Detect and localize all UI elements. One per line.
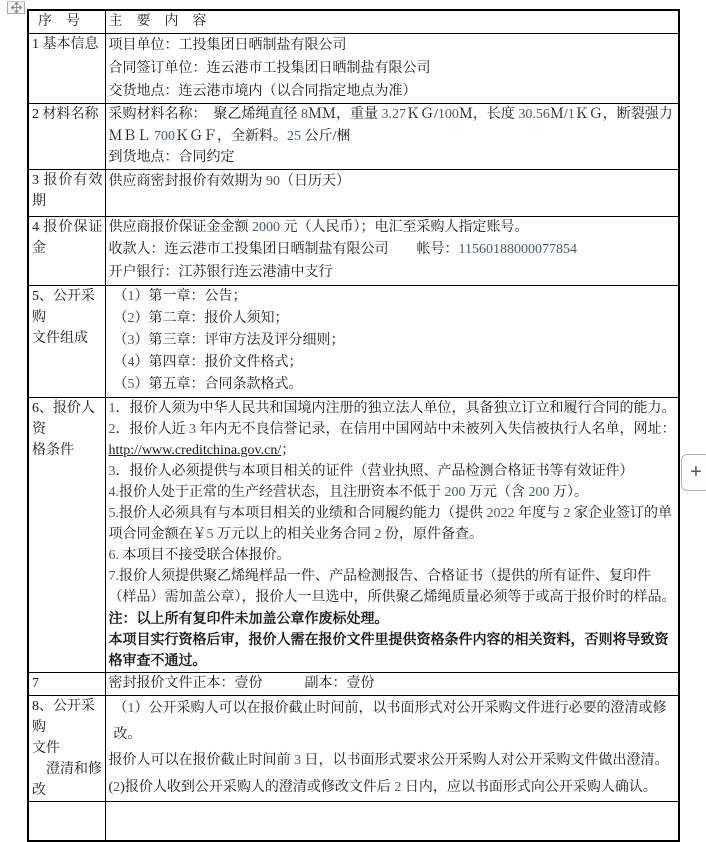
paragraph: （1）公开采购人可以在报价截止时间前，以书面形式对公开采购文件进行必要的澄清或修改。 — [113, 700, 667, 743]
paragraph: （5）第五章：合同条款格式。 — [113, 377, 303, 393]
numeric-value: 2 — [394, 779, 402, 795]
numeric-value: 2022 — [486, 506, 515, 522]
numeric-value: 100 — [437, 107, 459, 122]
row-content-cell — [105, 169, 679, 216]
paragraph: 注：以上所有复印件未加盖公章作废标处理。 — [108, 611, 389, 627]
numeric-value: 1 — [108, 400, 116, 416]
paragraph: 开户银行：江苏银行连云港浦中支行 — [108, 264, 333, 280]
row-label: 澄清和修 — [32, 761, 102, 777]
numeric-value: 200 — [444, 484, 466, 500]
numeric-value: 5 — [127, 377, 135, 393]
creditchina-link[interactable]: http://www.creditchina.gov.cn/ — [108, 442, 282, 458]
numeric-value: 11560188000077854 — [458, 242, 577, 258]
row-label: 5、公开采购 — [32, 288, 95, 325]
numeric-value: 3.27 — [381, 107, 406, 122]
row-label: 文件组成 — [32, 330, 88, 346]
four-direction-arrow-icon — [11, 2, 22, 13]
row-cell — [28, 801, 105, 841]
paragraph-with-link: 2．报价人近 3 年内无不良信誉记录，在信用中国网站中未被列入失信被执行人名单，网址：http://www.creditchina.gov.cn/； — [108, 421, 676, 458]
table-row — [28, 285, 679, 397]
numeric-value: 5. — [108, 506, 119, 522]
paragraph: 本项目实行资格后审，报价人需在报价文件里提供资格条件内容的相关资料，否则将导致资格审查不通过。 — [108, 632, 669, 669]
paragraph: 供应商报价保证金金额 2000 元（人民币）；电汇至采购人指定账号。 — [108, 219, 529, 235]
row-label-cell — [28, 34, 105, 104]
paragraph: 7.报价人须提供聚乙烯绳样品一件、产品检测报告、合格证书（提供的所有证件、复印件（样品）需加盖公章），报价人一旦选中，所供聚乙烯绳质量必须等于或高于报价时的样品。 — [108, 569, 676, 606]
row-label: 6、报价人资 — [32, 400, 95, 437]
numeric-value: 30.56 — [518, 107, 550, 122]
paragraph: 4.报价人处于正常的生产经营状态，且注册资本不低于 200 万元（含 200 万）。 — [108, 484, 588, 500]
row-cell — [105, 801, 679, 841]
numeric-value: 3 — [108, 463, 116, 479]
table-row — [28, 34, 679, 104]
paragraph: （2）第二章：报价人须知； — [113, 310, 289, 326]
row-label-cell — [28, 672, 105, 695]
header-col-serial: 序 号 — [28, 10, 105, 34]
numeric-value: 90 — [266, 173, 280, 189]
paragraph: 交货地点：连云港市境内（以合同指定地点为准） — [108, 84, 417, 99]
paragraph: 收款人：连云港市工投集团日晒制盐有限公司 帐号：11560188000077854 — [108, 242, 577, 258]
table-row — [28, 169, 679, 216]
row-label: 期 — [32, 193, 46, 209]
paragraph: 3．报价人必须提供与本项目相关的证件（营业执照、产品检测合格证书等有效证件） — [108, 463, 634, 479]
numeric-value: 2 — [563, 506, 571, 522]
paragraph: 报价人可以在报价截止时间前 3 日，以书面形式要求公开采购人对公开采购文件做出澄清。 — [108, 753, 669, 769]
table-header-row — [28, 10, 679, 34]
numeric-value: 4 — [127, 355, 135, 371]
paragraph: 6. 本项目不接受联合体报价。 — [108, 548, 291, 564]
numeric-value: 8 — [301, 107, 308, 122]
numeric-value: 1 — [567, 107, 575, 122]
row-label-cell — [28, 397, 105, 672]
numeric-value: 6. — [108, 548, 119, 564]
numeric-value: 25 — [287, 128, 301, 144]
row-label: 8、公开采购 — [32, 698, 95, 735]
numeric-value: 700 — [154, 128, 175, 144]
numeric-value: 3 — [127, 332, 135, 348]
paragraph: 1．报价人须为中华人民共和国境内注册的独立法人单位，具备独立订立和履行合同的能力。 — [108, 400, 676, 416]
row-content-cell — [105, 34, 679, 104]
insert-plus-button[interactable]: + — [681, 454, 706, 491]
row-label: 格条件 — [32, 442, 74, 458]
row-label: 1 基本信息 — [32, 37, 99, 52]
row-label: 2 材料名称 — [32, 107, 99, 122]
numeric-value: 7. — [108, 569, 119, 585]
row-label: 7 — [32, 675, 39, 691]
procurement-table — [27, 9, 680, 842]
row-label-cell — [28, 104, 105, 170]
numeric-value: 3 — [294, 753, 301, 769]
paragraph: （3）第三章：评审方法及评分细则； — [113, 332, 345, 348]
paragraph: 5.报价人必须具有与本项目相关的业绩和合同履约能力（提供 2022 年度与 2 家企业签订的单项合同金额在￥5 万元以上的相关业务合同 2 份，原件备查。 — [108, 506, 672, 543]
numeric-value: 2 — [108, 421, 116, 437]
numeric-value: 5 — [206, 527, 214, 543]
table-row — [28, 695, 679, 801]
table-row — [28, 397, 679, 672]
row-content-cell — [105, 672, 679, 695]
header-col-content: 主 要 内 容 — [105, 10, 679, 34]
paragraph: 供应商密封报价有效期为 90（日历天） — [108, 173, 350, 189]
paragraph: 采购材料名称： 聚乙烯绳直径 8ＭＭ，重量 3.27ＫＧ/100Ｍ，长度 30.56Ｍ/1ＫＧ，断裂强力ＭＢＬ 700ＫＧＦ，全新料。25 公斤/梱 — [108, 107, 673, 144]
paragraph: (2)报价人收到公开采购人的澄清或修改文件后 2 日内，应以书面形式向公开采购人确认。 — [108, 779, 657, 795]
numeric-value: 1 — [127, 700, 135, 716]
row-label-cell — [28, 169, 105, 216]
table-row — [28, 672, 679, 695]
row-label: 文件 — [32, 740, 60, 756]
paragraph: 到货地点：合同约定 — [108, 150, 235, 166]
row-content-cell — [105, 285, 679, 397]
paragraph: 项目单位：工投集团日晒制盐有限公司 — [108, 38, 347, 53]
table-row — [28, 801, 679, 841]
row-label-cell — [28, 216, 105, 285]
paragraph: 合同签订单位：连云港市工投集团日晒制盐有限公司 — [108, 61, 431, 76]
numeric-value: 4. — [108, 484, 119, 500]
row-label-cell — [28, 285, 105, 397]
table-move-handle-icon[interactable] — [7, 1, 25, 14]
row-label: 改 — [32, 782, 46, 798]
row-content-cell — [105, 104, 679, 170]
row-content-cell — [105, 695, 679, 801]
numeric-value: 200 — [528, 484, 550, 500]
paragraph: 密封报价文件正本：壹份 副本：壹份 — [108, 675, 375, 691]
row-label: 金 — [32, 240, 46, 256]
row-label: 3 报价有效 — [32, 172, 103, 188]
row-content-cell — [105, 216, 679, 285]
paragraph: （1）第一章：公告； — [113, 288, 247, 304]
numeric-value: 1 — [127, 288, 135, 304]
table-row — [28, 104, 679, 170]
table-body — [28, 34, 679, 842]
numeric-value: 2 — [374, 527, 382, 543]
numeric-value: 2000 — [252, 219, 280, 235]
numeric-value: 2 — [113, 779, 121, 795]
row-label-cell — [28, 695, 105, 801]
table-row — [28, 216, 679, 285]
paragraph: （4）第四章：报价文件格式； — [113, 355, 303, 371]
numeric-value: 3 — [189, 421, 196, 437]
row-label: 4 报价保证 — [32, 219, 103, 235]
numeric-value: 2 — [127, 310, 135, 326]
row-content-cell — [105, 397, 679, 672]
